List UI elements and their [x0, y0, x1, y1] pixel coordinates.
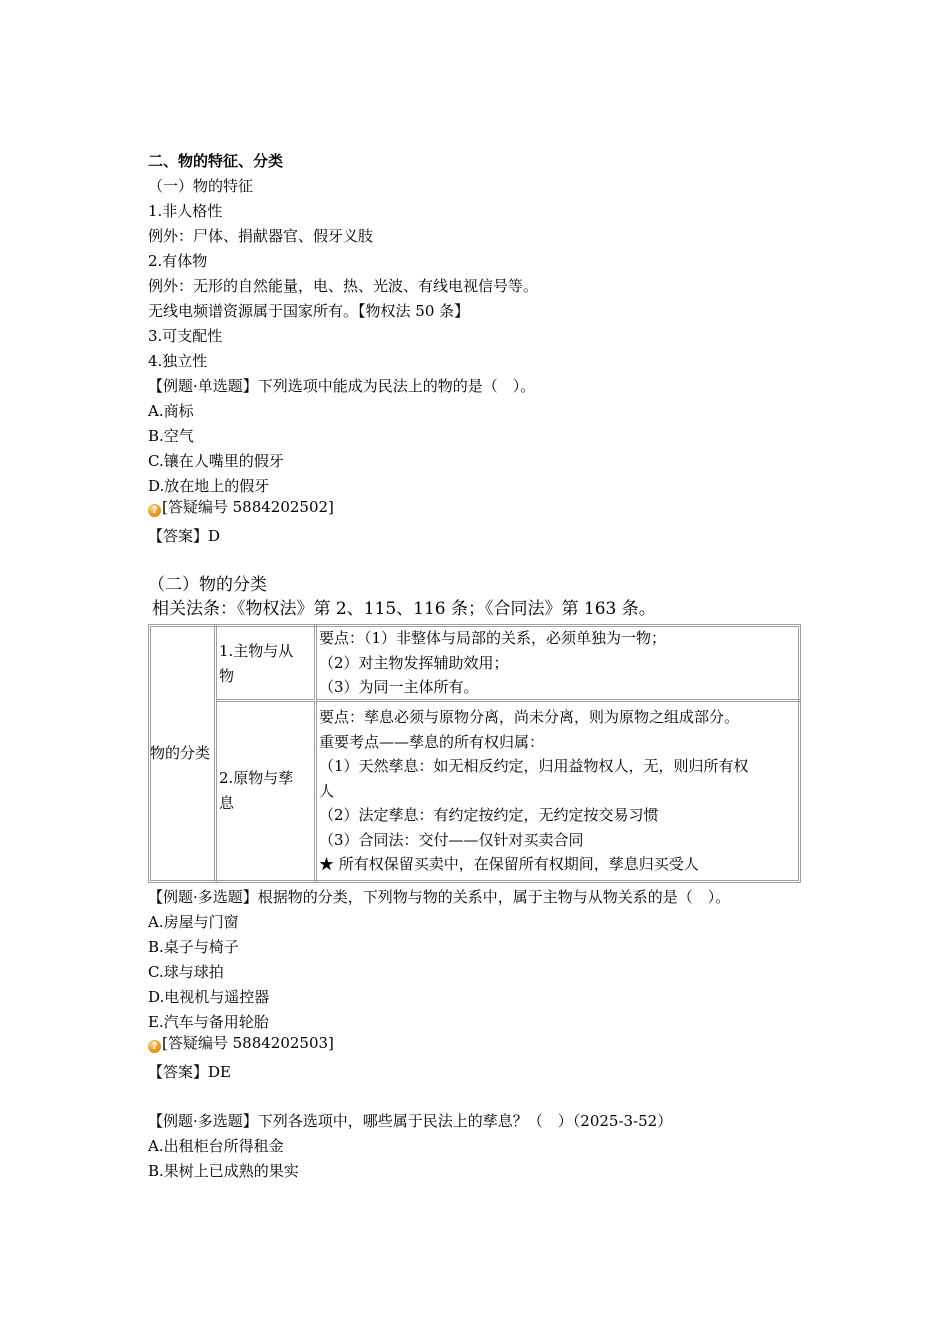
feature-line: 1.非人格性 — [148, 202, 223, 220]
table-category-cell — [148, 624, 217, 883]
question-circle-icon: ? — [148, 1040, 161, 1053]
feature-line: 例外：无形的自然能量，电、热、光波、有线电视信号等。 — [148, 277, 539, 295]
table-point-line: （3）为同一主体所有。 — [319, 678, 479, 696]
table-row1-points — [317, 624, 801, 702]
feature-line: 例外：尸体、捐献器官、假牙义肢 — [148, 227, 374, 245]
question-1-ref-text[interactable]: [答疑编号 5884202502] — [162, 498, 334, 516]
question-3-option: B.果树上已成熟的果实 — [148, 1162, 299, 1180]
feature-line: 4.独立性 — [148, 352, 208, 370]
question-2-option: B.桌子与椅子 — [148, 938, 239, 956]
table-point-line: （2）法定孳息：有约定按约定，无约定按交易习惯 — [319, 806, 659, 824]
question-2-answer: 【答案】DE — [148, 1063, 231, 1081]
law-reference: 相关法条：《物权法》第 2、115、116 条；《合同法》第 163 条。 — [152, 599, 656, 619]
table-point-line: （1）天然孳息：如无相反约定，归用益物权人，无，则归所有权 — [319, 757, 749, 775]
table-row1-label-line: 物 — [219, 666, 235, 685]
table-point-line: 要点：孳息必须与原物分离，尚未分离，则为原物之组成部分。 — [319, 708, 740, 726]
question-2-ref-text[interactable]: [答疑编号 5884202503] — [162, 1034, 334, 1052]
question-2-option: A.房屋与门窗 — [148, 913, 239, 931]
question-3-option: A.出租柜台所得租金 — [148, 1137, 284, 1155]
table-row2-label-line: 2.原物与孳 — [219, 769, 294, 787]
question-1-ref[interactable] — [148, 497, 334, 517]
section-title: 二、物的特征、分类 — [148, 152, 284, 170]
table-row2-label-line: 息 — [219, 793, 235, 812]
question-3-stem: 【例题·多选题】下列各选项中，哪些属于民法上的孳息？（ ）（2025-3-52） — [148, 1112, 673, 1130]
question-2-option: C.球与球拍 — [148, 963, 224, 981]
table-category-label: 物的分类 — [150, 744, 211, 763]
table-point-line: 人 — [319, 781, 335, 800]
question-1-option: D.放在地上的假牙 — [148, 477, 270, 495]
question-1-stem: 【例题·单选题】下列选项中能成为民法上的物的是（ ）。 — [148, 377, 536, 395]
classification-table — [148, 624, 801, 883]
table-point-line: 要点：（1）非整体与局部的关系，必须单独为一物； — [319, 629, 667, 647]
question-circle-icon: ? — [148, 504, 161, 517]
question-2-option: E.汽车与备用轮胎 — [148, 1013, 269, 1031]
table-row1-label-line: 1.主物与从 — [219, 642, 294, 660]
question-1-option: C.镶在人嘴里的假牙 — [148, 452, 284, 470]
table-point-line: （2）对主物发挥辅助效用； — [319, 653, 509, 672]
table-row2-points — [317, 702, 801, 883]
table-point-line: 重要考点——孳息的所有权归属： — [319, 732, 545, 751]
question-2-option: D.电视机与遥控器 — [148, 988, 270, 1006]
question-1-answer: 【答案】D — [148, 527, 221, 545]
table-point-line: （3）合同法：交付——仅针对买卖合同 — [319, 830, 584, 849]
question-2-ref[interactable] — [148, 1033, 334, 1053]
table-point-line: ★ 所有权保留买卖中，在保留所有权期间，孳息归买受人 — [319, 855, 699, 873]
feature-line: 2.有体物 — [148, 252, 208, 270]
question-1-option: B.空气 — [148, 427, 194, 445]
feature-line: 3.可支配性 — [148, 327, 223, 345]
table-row2-label — [217, 702, 317, 883]
subsection-title-classification: （二）物的分类 — [148, 575, 267, 595]
subsection-title-features: （一）物的特征 — [148, 177, 254, 195]
question-1-option: A.商标 — [148, 402, 194, 420]
feature-line: 无线电频谱资源属于国家所有。【物权法 50 条】 — [148, 302, 470, 320]
table-row1-label — [217, 624, 317, 702]
question-2-stem: 【例题·多选题】根据物的分类，下列物与物的关系中，属于主物与从物关系的是（ ）。 — [148, 888, 731, 906]
